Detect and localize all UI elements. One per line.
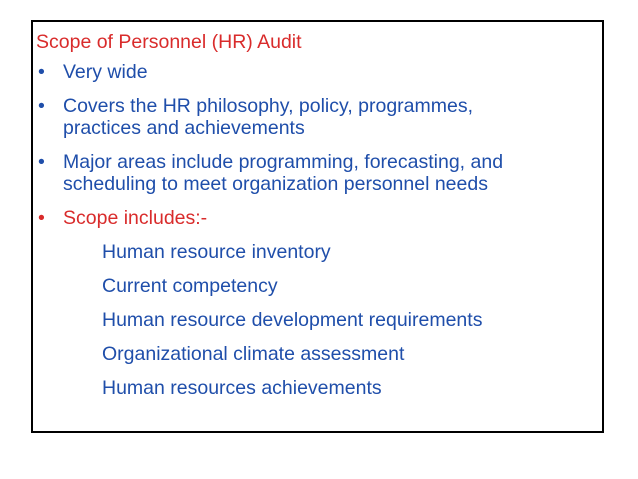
scope-item: Current competency: [102, 275, 278, 297]
bullet-2-line-1: Covers the HR philosophy, policy, programmes,: [63, 95, 474, 117]
bullet-icon: •: [38, 95, 45, 117]
scope-item: Human resource development requirements: [102, 309, 483, 331]
slide-title: Scope of Personnel (HR) Audit: [36, 31, 302, 53]
scope-item: Human resource inventory: [102, 241, 331, 263]
bullet-3-line-1: Major areas include programming, forecasting, and: [63, 151, 504, 173]
bullet-1-line-1: Very wide: [63, 61, 148, 83]
bullet-icon: •: [38, 207, 45, 229]
bullet-icon: •: [38, 61, 45, 83]
scope-item: Organizational climate assessment: [102, 343, 405, 365]
bullet-2-line-2: practices and achievements: [63, 117, 305, 139]
bullet-4-line-1: Scope includes:-: [63, 207, 208, 229]
bullet-3-line-2: scheduling to meet organization personnel needs: [63, 173, 488, 195]
scope-item: Human resources achievements: [102, 377, 382, 399]
bullet-icon: •: [38, 151, 45, 173]
